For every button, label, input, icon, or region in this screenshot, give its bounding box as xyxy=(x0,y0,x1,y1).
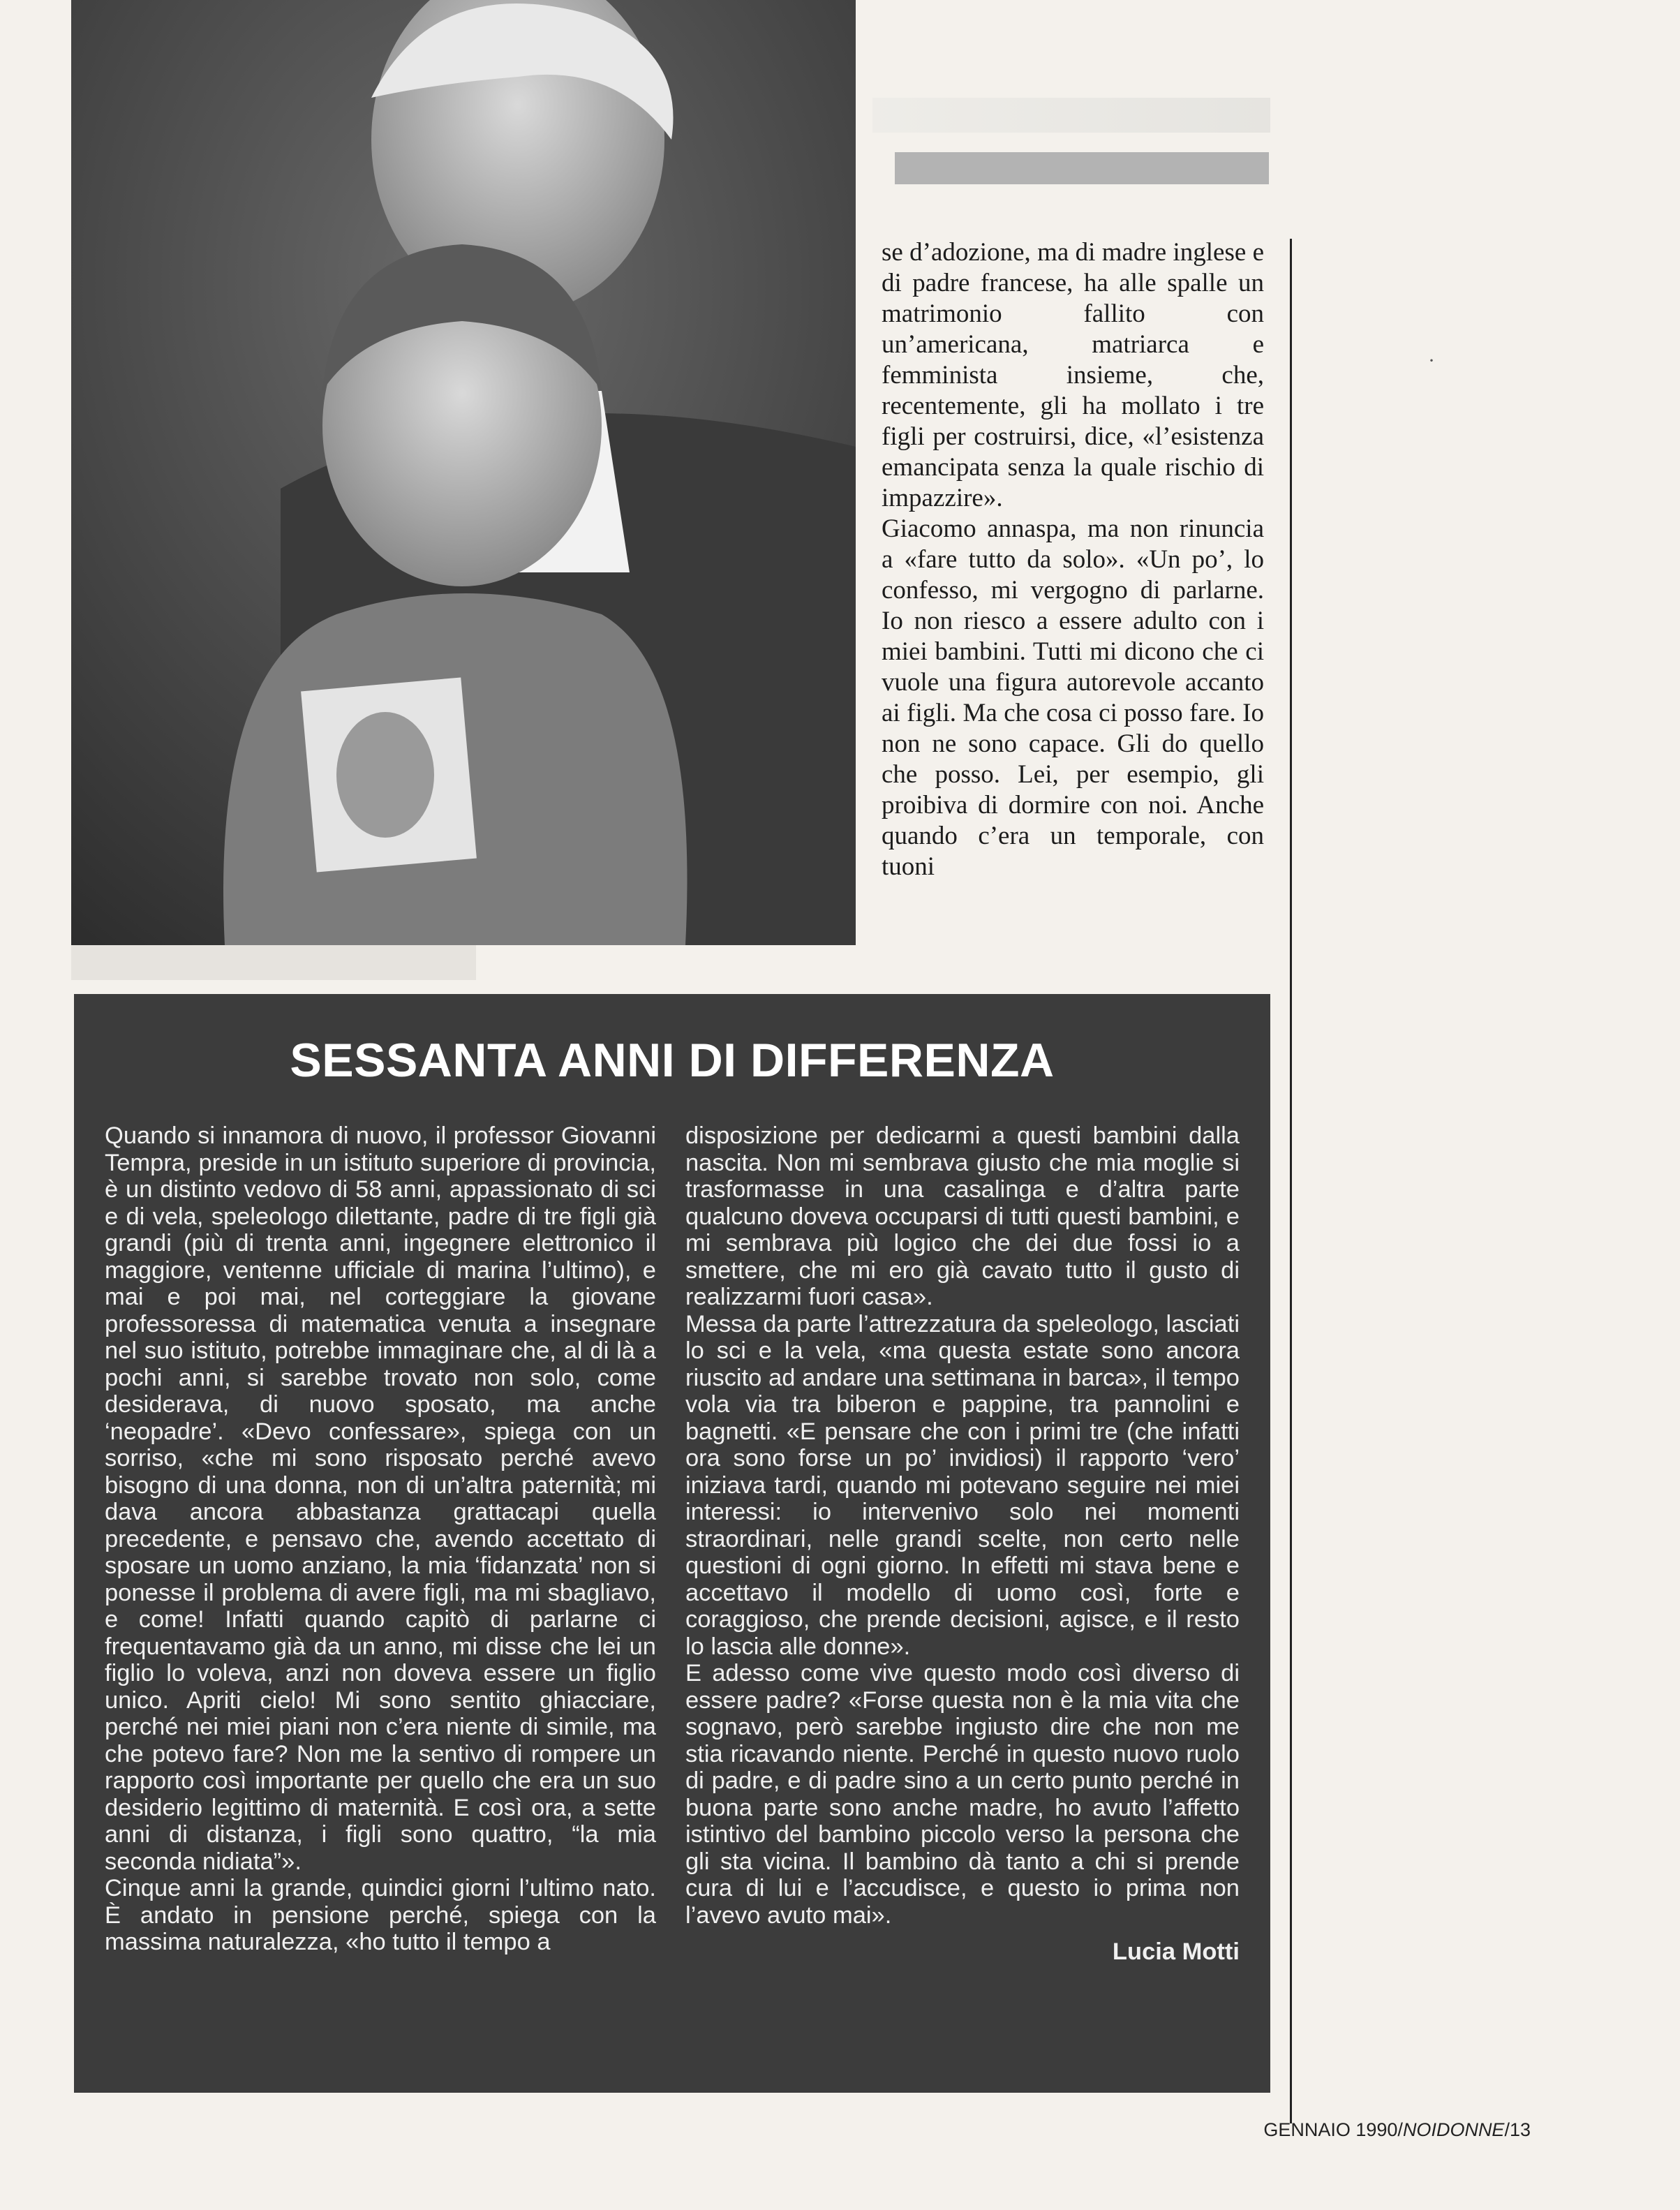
box-paragraph: Messa da parte l’attrezzatura da speleologo, lasciati lo sci e la vela, «ma questa estate sono ancora riuscito ad andare una settimana in barca», il tempo vola via tra biberon e pappine, tra pannolini e bagnetti. «E pensare che con i primi tre (che infatti ora sono forse un po’ invidiosi) il rapporto ‘vero’ iniziava tardi, quando mi potevano seguire nei miei interessi: io intervenivo solo nei momenti straordinari, nelle grandi scelte, non certo nelle questioni di ogni giorno. In effetti mi stava bene e accettavo il modello di uomo così, forte e coraggioso, che prende decisioni, agisce, e il resto lo lascia alle donne». xyxy=(685,1310,1240,1660)
faded-heading-band xyxy=(872,98,1270,133)
box-right-column xyxy=(685,1122,1240,1966)
article-paragraph: se d’adozione, ma di madre inglese e di padre francese, ha alle spalle un matrimonio fallito con un’americana, matriarca e femminista insieme, che, recentemente, gli ha mollato i tre figli per costruirsi, dice, «l’esistenza emancipata senza la quale rischio di impazzire». xyxy=(882,238,1264,512)
footer-magazine: NOIDONNE xyxy=(1402,2119,1505,2140)
author-signature: Lucia Motti xyxy=(1112,1938,1240,1965)
sidebar-box xyxy=(74,994,1270,2093)
page-footer xyxy=(1263,2119,1531,2141)
photo-father-and-child xyxy=(71,0,856,945)
box-paragraph: Cinque anni la grande, quindici giorni l’ultimo nato. È andato in pensione perché, spiega con la massima naturalezza, «ho tutto il tempo a xyxy=(105,1875,656,1955)
photo-caption-strip xyxy=(71,945,476,980)
box-paragraph: disposizione per dedicarmi a questi bambini dalla nascita. Non mi sembrava giusto che mia moglie si trasformasse in una casalinga e d’altra parte qualcuno doveva occuparsi di tutti questi bambini, e mi sembrava più logico che dei due fossi io a smettere, che mi ero già cavato tutto il gusto di realizzarmi fuori casa». xyxy=(685,1122,1240,1310)
print-speck: · xyxy=(1428,349,1435,372)
article-right-column xyxy=(882,237,1264,882)
photo-illustration xyxy=(71,0,856,945)
gray-title-bar xyxy=(895,152,1269,184)
box-paragraph: Quando si innamora di nuovo, il professor Giovanni Tempra, preside in un istituto superiore di provincia, è un distinto vedovo di 58 anni, appassionato di sci e di vela, speleologo dilettante, padre di tre figli già grandi (più di trenta anni, ingegnere elettronico il maggiore, ventenne ufficiale di marina l’ultimo), e mai e poi mai, nel corteggiare la giovane professoressa di matematica venuta a insegnare nel suo istituto, potrebbe immaginare che, al di là a pochi anni, si sarebbe trovato non solo, come desiderava, di nuovo sposato, ma anche ‘neopadre’. «Devo confessare», spiega con un sorriso, «che mi sono risposato perché avevo bisogno di una donna, non di un’altra paternità; mi dava ancora abbastanza grattacapi quella precedente, e pensavo che, avendo accettato di sposare un uomo anziano, la mia ‘fidanzata’ non si ponesse il problema di avere figli, ma mi sbagliavo, e come! Infatti quando capitò di parlarne ci frequentavamo già da un anno, mi disse che lei un figlio lo voleva, anzi non doveva essere un figlio unico. Apriti cielo! Mi sono sentito ghiacciare, perché nei miei piani non c’era niente di simile, ma che potevo fare? Non me la sentivo di rompere un rapporto così importante per quello che era un suo desiderio legittimo di maternità. E così ora, a sette anni di distanza, i figli sono quattro, “la mia seconda nidiata”». xyxy=(105,1122,656,1875)
box-title: SESSANTA ANNI DI DIFFERENZA xyxy=(290,1034,1055,1087)
column-rule xyxy=(1290,239,1292,2123)
article-paragraph: Giacomo annaspa, ma non rinuncia a «fare tutto da solo». «Un po’, lo confesso, mi vergogno di parlarne. Io non riesco a essere adulto con i miei bambini. Tutti mi dicono che ci vuole una figura autorevole accanto ai figli. Ma che cosa ci posso fare. Io non ne sono capace. Gli do quello che posso. Lei, per esempio, gli proibiva di dormire con noi. Anche quando c’era un temporale, con tuoni xyxy=(882,514,1264,881)
box-paragraph: E adesso come vive questo modo così diverso di essere padre? «Forse questa non è la mia vita che sognavo, però sarebbe ingiusto dire che non me stia ricavando niente. Perché in questo nuovo ruolo di padre, e di padre sino a un certo punto perché in buona parte sono anche madre, ho avuto l’affetto istintivo del bambino piccolo verso la persona che gli sta vicina. Il bambino dà tanto a chi si prende cura di lui e l’accudisce, e questo io prima non l’avevo avuto mai». xyxy=(685,1660,1240,1929)
footer-page-number: /13 xyxy=(1504,2119,1531,2140)
footer-date: GENNAIO 1990/ xyxy=(1263,2119,1403,2140)
box-left-column xyxy=(105,1122,656,1956)
